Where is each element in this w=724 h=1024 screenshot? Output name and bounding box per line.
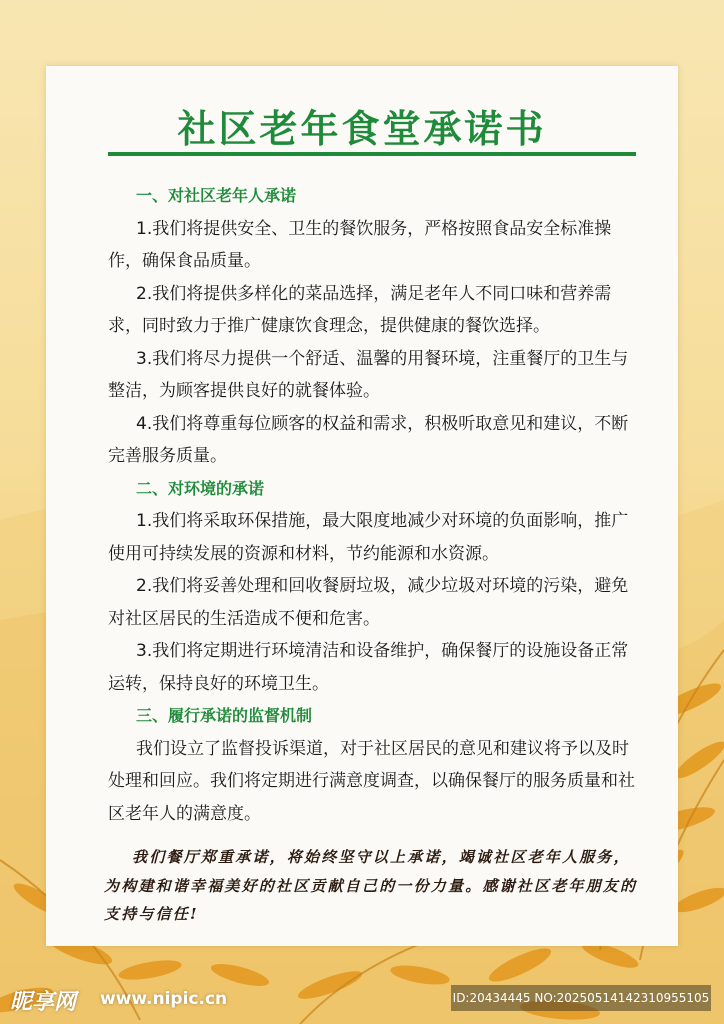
section-heading: 一、对社区老年人承诺 bbox=[136, 186, 297, 205]
paragraph: 1.我们将提供安全、卫生的餐饮服务，严格按照食品安全标准操作，确保食品质量。 bbox=[108, 218, 612, 271]
watermark-id: ID:20434445 NO:20250514142310955105 bbox=[451, 985, 711, 1011]
paragraph: 2.我们将提供多样化的菜品选择，满足老年人不同口味和营养需求，同时致力于推广健康饮食理念，提供健康的餐饮选择。 bbox=[108, 283, 612, 336]
watermark-url: www.nipic.cn bbox=[100, 989, 228, 1009]
section-heading: 二、对环境的承诺 bbox=[136, 478, 265, 498]
paragraph: 我们设立了监督投诉渠道，对于社区居民的意见和建议将予以及时处理和回应。我们将定期进行满意度调查，以确保餐厅的服务质量和社区老年人的满意度。 bbox=[108, 738, 635, 824]
paragraph: 2.我们将妥善处理和回收餐厨垃圾，减少垃圾对环境的污染，避免对社区居民的生活造成不便和危害。 bbox=[108, 576, 629, 629]
title-divider bbox=[108, 152, 636, 156]
paragraph: 1.我们将采取环保措施，最大限度地减少对环境的负面影响，推广使用可持续发展的资源和材料，节约能源和水资源。 bbox=[108, 511, 629, 564]
watermark-logo: 昵享网 bbox=[10, 990, 77, 1015]
paragraph: 4.我们将尊重每位顾客的权益和需求，积极听取意见和建议，不断完善服务质量。 bbox=[108, 413, 629, 466]
paragraph: 3.我们将定期进行环境清洁和设备维护，确保餐厅的设施设备正常运转，保持良好的环境卫生。 bbox=[108, 641, 629, 694]
section-heading: 三、履行承诺的监督机制 bbox=[136, 706, 313, 725]
paragraph: 3.我们将尽力提供一个舒适、温馨的用餐环境，注重餐厅的卫生与整洁，为顾客提供良好的就餐体验。 bbox=[108, 348, 629, 401]
document-body bbox=[108, 180, 638, 830]
closing-statement: 我们餐厅郑重承诺，将始终坚守以上承诺，竭诚社区老年人服务，为构建和谐幸福美好的社区贡献自己的一份力量。感谢社区老年朋友的支持与信任! bbox=[104, 848, 638, 923]
page-title: 社区老年食堂承诺书 bbox=[177, 107, 547, 151]
